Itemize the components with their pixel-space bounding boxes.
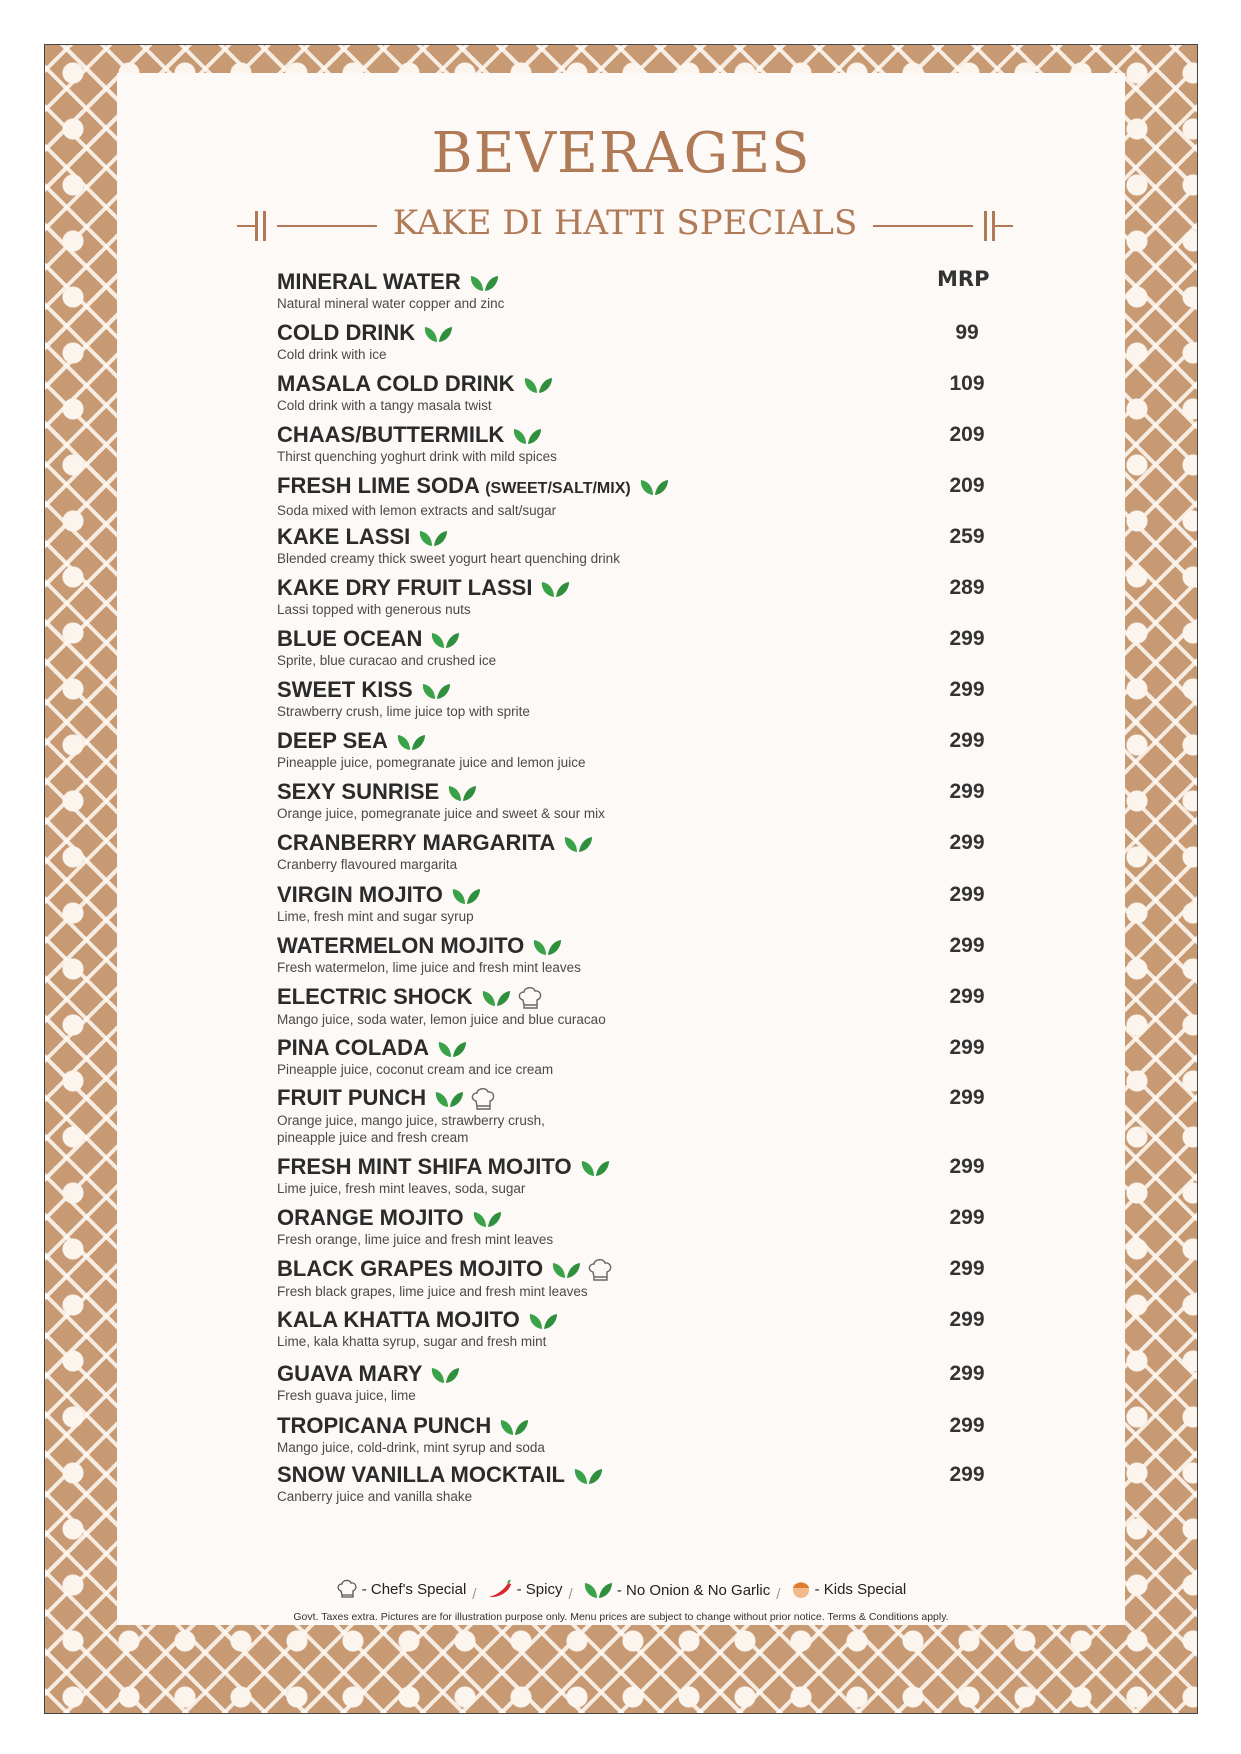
item-price: 299 <box>949 627 985 650</box>
item-name <box>277 270 1057 294</box>
item-price: 299 <box>949 1155 985 1178</box>
legend-chef <box>336 1579 467 1599</box>
item-description: Cold drink with ice <box>277 347 387 362</box>
price-column-header: MRP <box>937 267 990 291</box>
leaf-icon <box>469 274 499 292</box>
menu-item <box>277 372 1057 414</box>
leaf-icon <box>423 325 453 343</box>
item-description: Sprite, blue curacao and crushed ice <box>277 653 497 668</box>
menu-item <box>277 321 1057 363</box>
legend-kids <box>791 1579 907 1599</box>
legend-spicy-label: - Spicy <box>516 1580 563 1598</box>
leaf-icon <box>447 784 477 802</box>
item-price: 299 <box>949 934 985 957</box>
item-name-text: CRANBERRY MARGARITA <box>277 830 556 855</box>
item-name-text: KAKE DRY FRUIT LASSI <box>277 575 533 600</box>
menu-item <box>277 1463 1057 1505</box>
menu-item <box>277 831 1057 873</box>
item-price: 299 <box>949 1463 985 1486</box>
item-name-text: MINERAL WATER <box>277 269 461 294</box>
item-description: Mango juice, soda water, lemon juice and blue curacao <box>277 1012 606 1028</box>
item-price: 299 <box>949 678 985 701</box>
item-description: Fresh orange, lime juice and fresh mint leaves <box>277 1232 554 1247</box>
leaf-icon <box>573 1467 603 1485</box>
subtitle-rule-right <box>873 225 973 227</box>
item-price: 99 <box>955 321 979 344</box>
item-price: 209 <box>949 474 985 497</box>
item-price: 299 <box>949 1036 985 1059</box>
item-name-text: FRESH MINT SHIFA MOJITO <box>277 1154 572 1179</box>
item-description-line2: pineapple juice and fresh cream <box>277 1130 469 1146</box>
item-description: Blended creamy thick sweet yogurt heart quenching drink <box>277 551 620 566</box>
item-name-suffix: (SWEET/SALT/MIX) <box>485 480 631 497</box>
item-description: Fresh watermelon, lime juice and fresh mint leaves <box>277 960 581 975</box>
menu-item <box>277 780 1057 822</box>
item-price: 109 <box>949 372 985 395</box>
item-name-text: PINA COLADA <box>277 1035 429 1060</box>
item-price: 259 <box>949 525 985 548</box>
leaf-icon <box>472 1210 502 1228</box>
menu-item <box>277 1362 1057 1404</box>
item-name-text: BLUE OCEAN <box>277 626 423 651</box>
leaf-icon <box>523 376 553 394</box>
menu-item <box>277 1206 1057 1248</box>
item-description: Lassi topped with generous nuts <box>277 602 471 617</box>
menu-item <box>277 474 1057 519</box>
item-description: Mango juice, cold-drink, mint syrup and soda <box>277 1440 545 1455</box>
item-description: Cranberry flavoured margarita <box>277 857 458 872</box>
item-name-text: CHAAS/BUTTERMILK <box>277 422 505 447</box>
item-description: Lime, fresh mint and sugar syrup <box>277 909 474 924</box>
item-description: Canberry juice and vanilla shake <box>277 1489 473 1504</box>
chef-hat-icon <box>336 1579 358 1599</box>
menu-item <box>277 1086 1057 1146</box>
menu-item <box>277 270 1057 312</box>
menu-item <box>277 934 1057 976</box>
leaf-icon <box>563 835 593 853</box>
leaf-icon <box>512 427 542 445</box>
leaf-icon <box>418 529 448 547</box>
item-description: Pineapple juice, pomegranate juice and lemon juice <box>277 755 586 770</box>
item-name-text: COLD DRINK <box>277 320 416 345</box>
legend: - Chef's Special / - Spicy / - No Onion & No Garlic / - Kids Special <box>117 1579 1125 1603</box>
chef-hat-icon <box>470 1087 496 1111</box>
item-name-text: BLACK GRAPES MOJITO <box>277 1256 544 1281</box>
menu-panel <box>117 73 1125 1625</box>
item-price: 299 <box>949 1206 985 1229</box>
menu-item <box>277 525 1057 567</box>
item-description: Fresh guava juice, lime <box>277 1388 416 1403</box>
item-price: 299 <box>949 780 985 803</box>
leaf-icon <box>583 1581 613 1599</box>
leaf-icon <box>437 1040 467 1058</box>
leaf-icon <box>434 1090 464 1108</box>
item-name-text: TROPICANA PUNCH <box>277 1413 492 1438</box>
item-name-text: KAKE LASSI <box>277 524 411 549</box>
leaf-icon <box>430 631 460 649</box>
leaf-icon <box>532 938 562 956</box>
item-description: Orange juice, mango juice, strawberry crush, <box>277 1113 545 1129</box>
item-price: 299 <box>949 1308 985 1331</box>
item-price: 299 <box>949 1086 985 1109</box>
subtitle-ornament-right <box>993 225 1013 227</box>
item-description: Thirst quenching yoghurt drink with mild spices <box>277 449 557 464</box>
menu-item <box>277 1308 1057 1350</box>
item-description: Strawberry crush, lime juice top with sprite <box>277 704 530 719</box>
legend-spicy <box>487 1579 563 1599</box>
item-name-text: SEXY SUNRISE <box>277 779 440 804</box>
menu-item <box>277 729 1057 771</box>
item-description: Natural mineral water copper and zinc <box>277 296 505 311</box>
item-description: Orange juice, pomegranate juice and sweet & sour mix <box>277 806 605 821</box>
item-description: Soda mixed with lemon extracts and salt/sugar <box>277 503 557 518</box>
legend-chef-label: - Chef's Special <box>361 1580 467 1598</box>
item-name-text: MASALA COLD DRINK <box>277 371 515 396</box>
item-price: 299 <box>949 1414 985 1437</box>
menu-item <box>277 576 1057 618</box>
item-name-text: FRUIT PUNCH <box>277 1085 427 1110</box>
menu-item <box>277 627 1057 669</box>
subtitle-ornament-right <box>984 211 987 241</box>
item-name-text: ORANGE MOJITO <box>277 1205 464 1230</box>
item-name-text: KALA KHATTA MOJITO <box>277 1307 520 1332</box>
menu-item <box>277 1414 1057 1456</box>
item-description: Cold drink with a tangy masala twist <box>277 398 492 413</box>
item-description: Lime, kala khatta syrup, sugar and fresh mint <box>277 1334 547 1349</box>
menu-item <box>277 1155 1057 1197</box>
item-description: Pineapple juice, coconut cream and ice cream <box>277 1062 554 1077</box>
item-description: Lime juice, fresh mint leaves, soda, sugar <box>277 1181 526 1196</box>
chili-icon <box>487 1579 513 1599</box>
chef-hat-icon <box>517 986 543 1010</box>
item-description: Fresh black grapes, lime juice and fresh mint leaves <box>277 1284 588 1300</box>
footer-disclaimer: Govt. Taxes extra. Pictures are for illustration purpose only. Menu prices are subject to change without prior notice. Terms & Conditions apply. <box>293 1611 949 1623</box>
kid-face-icon <box>791 1579 811 1599</box>
item-price: 209 <box>949 423 985 446</box>
leaf-icon <box>396 733 426 751</box>
menu-item <box>277 985 1057 1028</box>
item-price: 289 <box>949 576 985 599</box>
subtitle-row <box>237 203 1013 247</box>
menu-item <box>277 1257 1057 1300</box>
leaf-icon <box>639 478 669 496</box>
item-price: 299 <box>949 831 985 854</box>
leaf-icon <box>551 1261 581 1279</box>
item-name-text: ELECTRIC SHOCK <box>277 984 473 1009</box>
leaf-icon <box>528 1312 558 1330</box>
leaf-icon <box>540 580 570 598</box>
item-price: 299 <box>949 1362 985 1385</box>
menu-item <box>277 883 1057 925</box>
item-name-text: GUAVA MARY <box>277 1361 423 1386</box>
page-subtitle: KAKE DI HATTI SPECIALS <box>392 203 858 243</box>
leaf-icon <box>481 989 511 1007</box>
item-name-text: FRESH LIME SODA <box>277 473 480 498</box>
leaf-icon <box>421 682 451 700</box>
item-name-text: SNOW VANILLA MOCKTAIL <box>277 1462 565 1487</box>
leaf-icon <box>580 1159 610 1177</box>
leaf-icon <box>499 1418 529 1436</box>
legend-veg <box>583 1581 770 1599</box>
item-price: 299 <box>949 985 985 1008</box>
item-name-text: VIRGIN MOJITO <box>277 882 443 907</box>
item-name-text: DEEP SEA <box>277 728 388 753</box>
item-name-text: WATERMELON MOJITO <box>277 933 525 958</box>
decorative-border-frame <box>44 44 1198 1714</box>
item-name-text: SWEET KISS <box>277 677 413 702</box>
legend-veg-label: - No Onion & No Garlic <box>616 1581 771 1599</box>
page-title: BEVERAGES <box>431 121 811 186</box>
menu-item <box>277 423 1057 465</box>
menu-item <box>277 678 1057 720</box>
leaf-icon <box>451 887 481 905</box>
item-price: 299 <box>949 729 985 752</box>
chef-hat-icon <box>587 1258 613 1282</box>
item-price: 299 <box>949 883 985 906</box>
leaf-icon <box>430 1366 460 1384</box>
legend-kids-label: - Kids Special <box>814 1580 907 1598</box>
menu-item <box>277 1036 1057 1078</box>
item-price: 299 <box>949 1257 985 1280</box>
